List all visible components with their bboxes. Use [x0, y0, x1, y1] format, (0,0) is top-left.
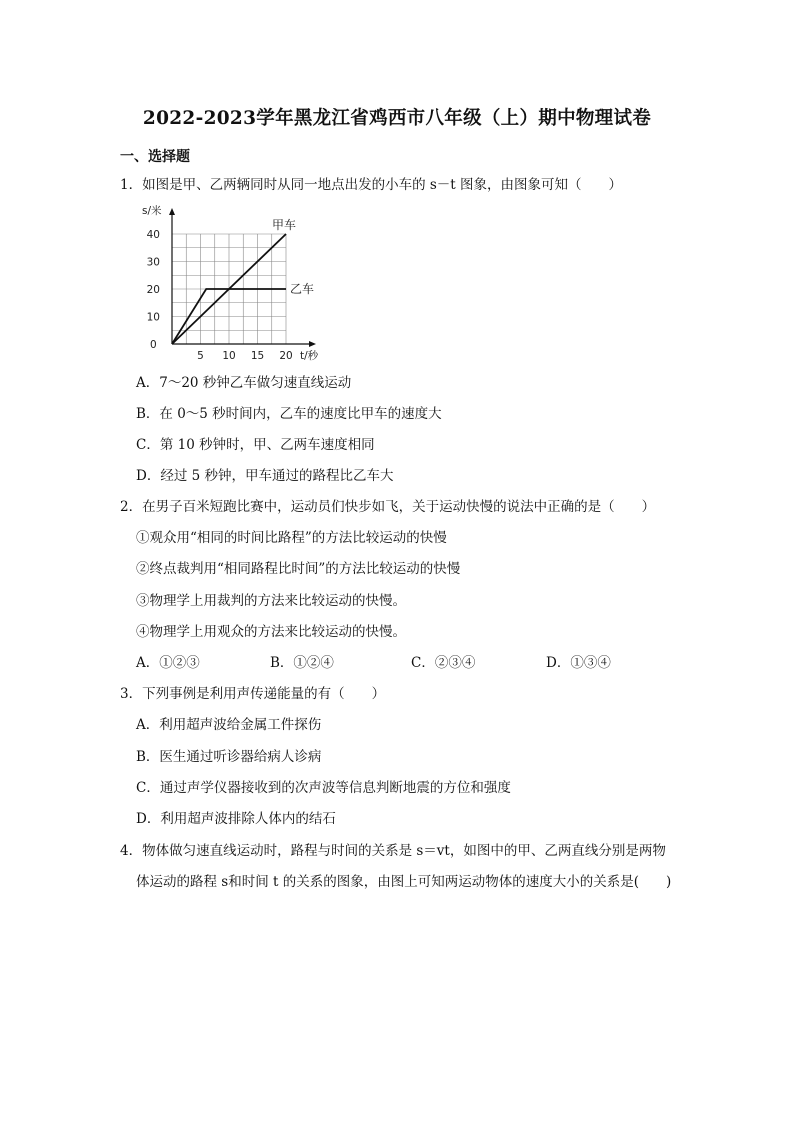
q2-option-b: B．①②④	[270, 655, 334, 671]
x-tick-label: 15	[250, 350, 265, 362]
question-4-stem-line-1: 4．物体做匀速直线运动时，路程与时间的关系是 s＝vt，如图中的甲、乙两直线分别是两物	[120, 843, 666, 859]
y-tick-label: 20	[146, 284, 160, 296]
q2-option-d: D．①③④	[546, 655, 611, 671]
q3-option-a: A．利用超声波给金属工件探伤	[136, 717, 322, 733]
origin-label: 0	[150, 339, 157, 351]
y-axis-arrow	[169, 208, 175, 215]
q3-option-c: C．通过声学仪器接收到的次声波等信息判断地震的方位和强度	[136, 780, 511, 796]
q1-option-c: C．第 10 秒钟时，甲、乙两车速度相同	[136, 437, 375, 453]
question-2-stem: 2．在男子百米短跑比赛中，运动员们快步如飞，关于运动快慢的说法中正确的是（ ）	[120, 499, 656, 515]
q2-statement-2: ②终点裁判用“相同路程比时间”的方法比较运动的快慢	[136, 561, 461, 577]
q1-option-b: B．在 0～5 秒时间内，乙车的速度比甲车的速度大	[136, 406, 442, 422]
q3-option-b: B．医生通过听诊器给病人诊病	[136, 749, 322, 765]
y-axis-label: s/米	[142, 205, 162, 217]
q2-statement-3: ③物理学上用裁判的方法来比较运动的快慢。	[136, 593, 406, 609]
exam-title: 2022-2023学年黑龙江省鸡西市八年级（上）期中物理试卷	[142, 108, 652, 129]
question-1-stem: 1．如图是甲、乙两辆同时从同一地点出发的小车的 s－t 图象，由图象可知（ ）	[120, 177, 623, 193]
q2-options-row	[136, 654, 611, 672]
x-tick-label: 10	[222, 350, 236, 362]
section-heading: 一、选择题	[120, 149, 190, 165]
q2-option-a: A．①②③	[136, 655, 200, 671]
q1-option-a: A．7～20 秒钟乙车做匀速直线运动	[136, 375, 352, 391]
y-tick-label: 30	[146, 256, 160, 269]
y-tick-label: 40	[146, 229, 160, 241]
q1-option-d: D．经过 5 秒钟，甲车通过的路程比乙车大	[136, 468, 394, 484]
q2-statement-1: ①观众用“相同的时间比路程”的方法比较运动的快慢	[136, 530, 447, 546]
x-tick-label: 5	[197, 350, 204, 362]
x-axis-label: t/秒	[300, 350, 319, 362]
x-tick-label: 20	[279, 350, 293, 362]
q3-option-d: D．利用超声波排除人体内的结石	[136, 811, 336, 827]
series-label-1: 甲车	[272, 218, 297, 232]
series-label-2: 乙车	[290, 282, 315, 296]
x-axis-arrow	[309, 341, 316, 347]
q2-statement-4: ④物理学上用观众的方法来比较运动的快慢。	[136, 624, 406, 640]
question-4-stem-line-2: 体运动的路程 s和时间 t 的关系的图象，由图上可知两运动物体的速度大小的关系是( )	[136, 874, 672, 890]
y-tick-label: 10	[146, 311, 160, 324]
s-t-graph	[136, 204, 336, 364]
q2-option-c: C．②③④	[411, 655, 476, 671]
question-3-stem: 3．下列事例是利用声传递能量的有（ ）	[120, 686, 386, 702]
